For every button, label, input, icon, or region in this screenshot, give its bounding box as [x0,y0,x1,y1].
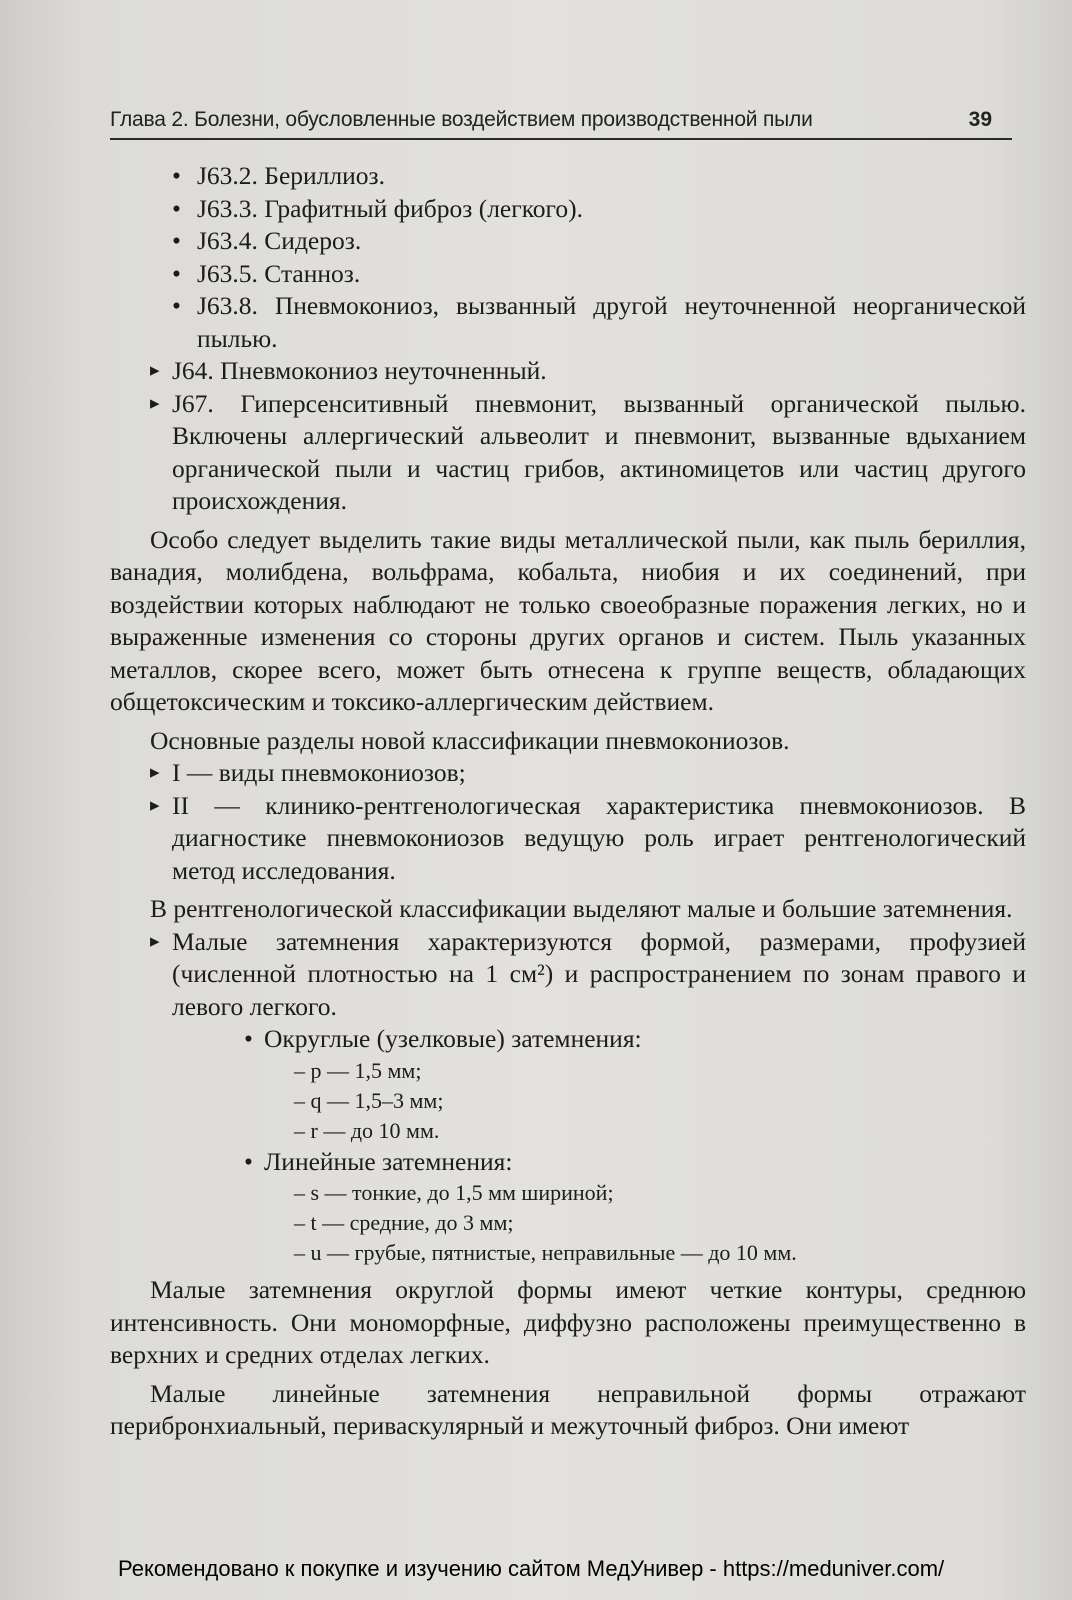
icd-code-list [172,160,1026,355]
list-item: – t — средние, до 3 мм; [294,1210,514,1235]
list-item: – u — грубые, пятнистые, неправильные — до 10 мм. [294,1240,797,1265]
list-item [150,926,1026,1269]
paragraph-linear-opacities: Малые линейные затемнения неправильной формы отражают перибронхиальный, периваскулярный и межуточный фиброз. Они имеют [110,1378,1026,1440]
page-header [110,106,1012,140]
paragraph-classification-sections: Основные разделы новой классификации пневмокониозов. [150,725,790,755]
page-content [110,160,1026,1443]
icd-main-code-list [150,355,1026,518]
paragraph-metal-dust: Особо следует выделить такие виды металлической пыли, как пыль бериллия, ванадия, молибдена, вольфрама, кобальта, ниобия и их соединений, при воздействии которых наблюдают не только своеобразные поражения легких, но и выраженные изменения со стороны других органов и систем. Пыль указанных металлов, скорее всего, может быть отнесена к группе веществ, обладающих общетоксическим и токсико-аллергическим действием. [110,524,1026,716]
list-item: • J63.5. Станноз. [172,258,1026,291]
linear-opacities-list [294,1178,1026,1268]
paragraph-round-opacities: Малые затемнения округлой формы имеют четкие контуры, среднюю интенсивность. Они мономорфные, диффузно расположены преимущественно в верхних и средних отделах легких. [110,1275,1026,1369]
list-item: – s — тонкие, до 1,5 мм шириной; [294,1180,614,1205]
list-item: ▸ J67. Гиперсенситивный пневмонит, вызванный органической пылью. Включены аллергический альвеолит и пневмонит, вызванные вдыханием органической пыли и частиц грибов, актиномицетов или частиц другого происхождения. [150,388,1026,518]
page-number: 39 [968,108,992,131]
list-item: ▸ I — виды пневмокониозов; [150,757,1026,790]
list-item: • J63.8. Пневмокониоз, вызванный другой неуточненной неорганической пылью. [172,290,1026,355]
list-item: – r — до 10 мм. [294,1117,440,1143]
list-item: ▸ J64. Пневмокониоз неуточненный. [150,355,1026,388]
opacity-types-list [242,1023,1026,1268]
paragraph-xray-classification: В рентгенологической классификации выделяют малые и большие затемнения. [150,894,1013,923]
list-item: ▸ II — клинико-рентгенологическая характеристика пневмокониозов. В диагностике пневмокониозов ведущую роль играет рентгенологический метод исследования. [150,790,1026,888]
round-opacities-list [294,1056,1026,1146]
list-item [242,1146,1026,1269]
classification-sections-list [150,757,1026,887]
list-item: – p — 1,5 мм; [294,1057,422,1083]
small-opacities-lead: Малые затемнения характеризуются формой, размерами, профузией (численной плотностью на 1 см²) и распространением по зонам правого и левого легкого. [172,926,1026,1021]
running-head: Глава 2. Болезни, обусловленные воздействием производственной пыли [110,108,813,131]
list-item: – q — 1,5–3 мм; [294,1087,444,1113]
round-opacities-title: Округлые (узелковые) затемнения: [264,1024,642,1053]
list-item: • J63.2. Бериллиоз. [172,160,1026,193]
linear-opacities-title: Линейные затемнения: [264,1146,513,1176]
list-item: • J63.3. Графитный фиброз (легкого). [172,193,1026,226]
list-item [242,1023,1026,1146]
list-item: • J63.4. Сидероз. [172,225,1026,258]
small-opacities-list [150,926,1026,1269]
watermark-footer: Рекомендовано к покупке и изучению сайтом МедУнивер - https://meduniver.com/ [118,1556,945,1581]
